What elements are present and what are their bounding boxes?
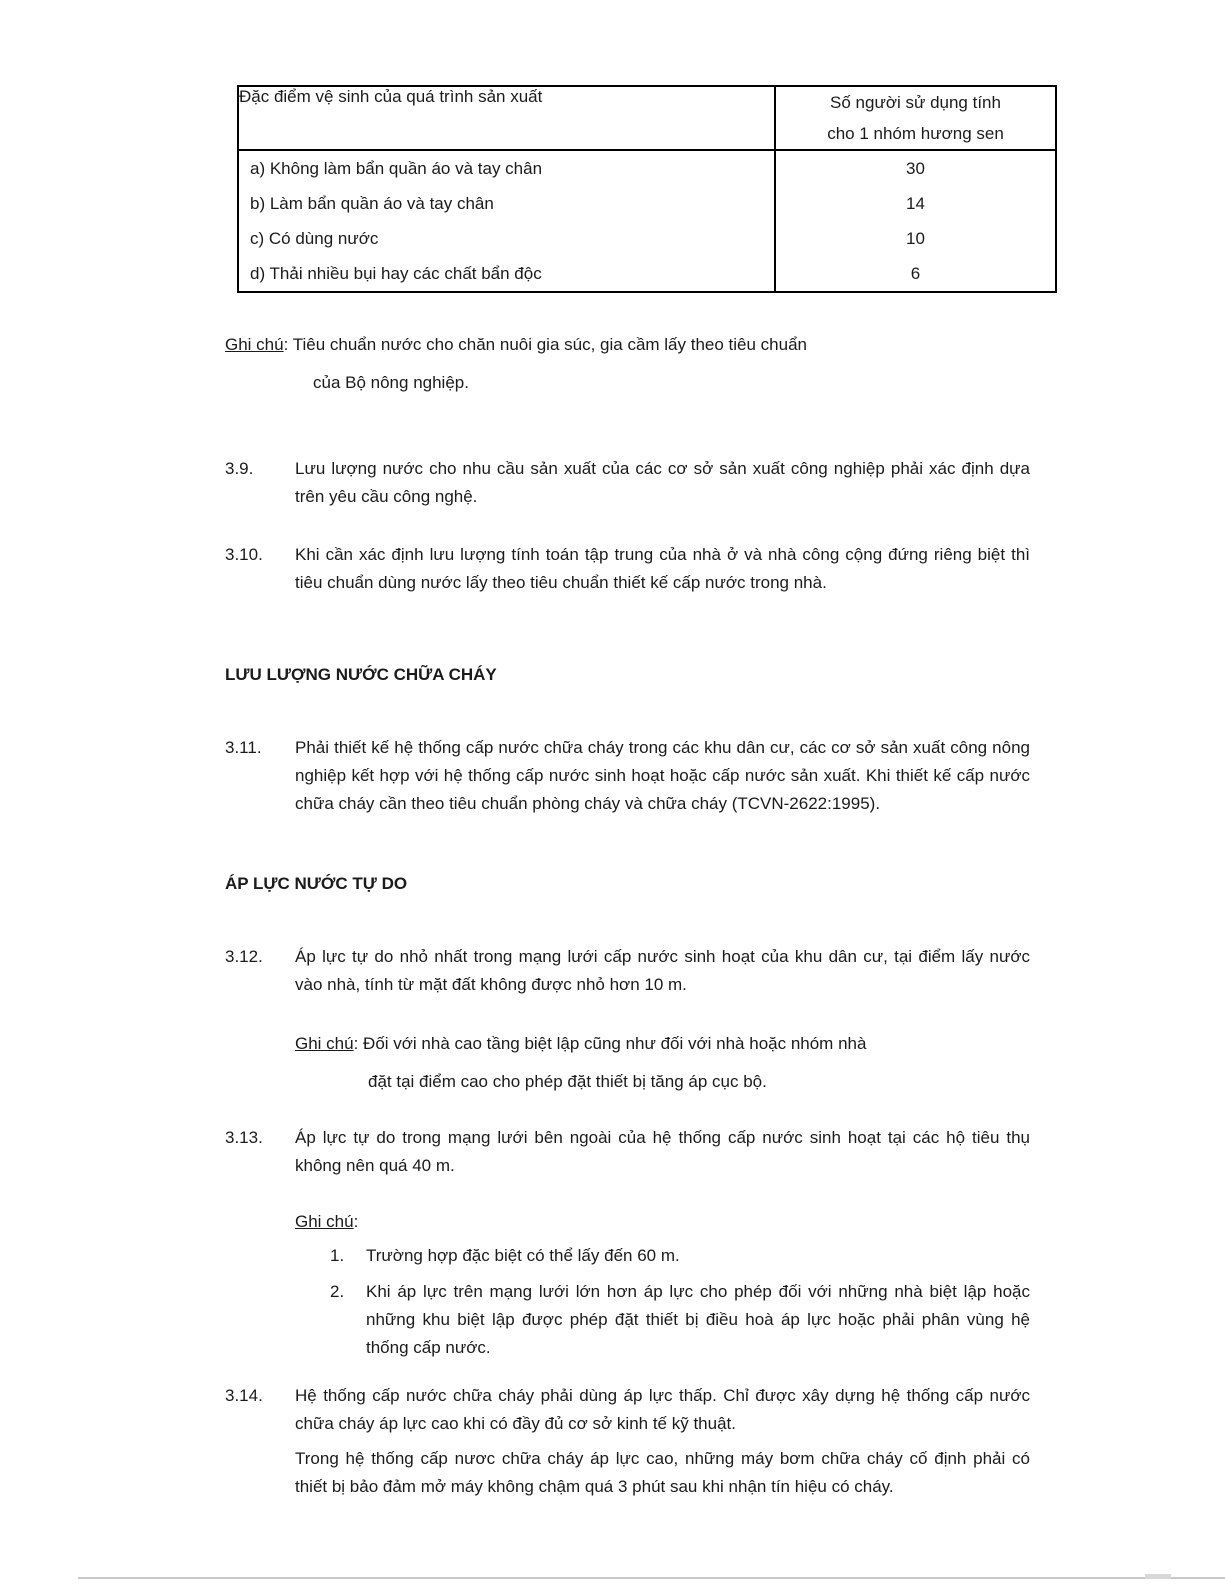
sanitary-characteristics-table [237, 85, 1057, 293]
clause-3-14-paragraph1: Hệ thống cấp nước chữa cháy phải dùng áp lực thấp. Chỉ được xây dựng hệ thống cấp nước chữa cháy áp lực cao khi có đầy đủ cơ sở kinh tế kỹ thuật. [295, 1386, 1030, 1433]
note-label: Ghi chú [295, 1212, 354, 1231]
clause-number: 3.11. [225, 738, 262, 757]
table-header-row [238, 86, 1056, 150]
clause-text [295, 1382, 1030, 1501]
clause-number: 3.14. [225, 1386, 263, 1405]
page-bottom-rule [78, 1577, 1225, 1579]
column-header-characteristic [238, 86, 775, 150]
clause-number: 3.9. [225, 459, 254, 478]
list-item-number: 1. [330, 1246, 345, 1265]
table-row: c) Có dùng nước [250, 229, 379, 248]
list-item [330, 1242, 1030, 1270]
clause-text: Khi cần xác định lưu lượng tính toán tập trung của nhà ở và nhà công cộng đứng riêng biệt thì tiêu chuẩn dùng nước lấy theo tiêu chuẩn thiết kế cấp nước trong nhà. [295, 545, 1030, 592]
table-row: d) Thải nhiều bụi hay các chất bẩn độc [250, 264, 542, 283]
column-header-users-per-shower [775, 86, 1056, 150]
clause-3-14-paragraph2: Trong hệ thống cấp nươc chữa cháy áp lực cao, những máy bơm chữa cháy cố định phải có thiết bị bảo đảm mở máy không chậm quá 3 phút sau khi nhận tín hiệu có cháy. [295, 1449, 1030, 1496]
table-value: 10 [906, 229, 925, 248]
clause-number: 3.10. [225, 545, 263, 564]
clause-3-14 [225, 1382, 1030, 1501]
table-labels-cell [238, 150, 775, 292]
section-heading-free-pressure: ÁP LỰC NƯỚC TỰ DO [225, 874, 408, 893]
list-item-text: Khi áp lực trên mạng lưới lớn hơn áp lực cho phép đối với những nhà biệt lập hoặc những khu biệt lập được phép đặt thiết bị điều hoà áp lực hoặc phải phân vùng hệ thống cấp nước. [366, 1282, 1030, 1357]
section-heading-fire-flow: LƯU LƯỢNG NƯỚC CHỮA CHÁY [225, 665, 497, 684]
table-note-line1 [225, 331, 1030, 359]
clause-3-13-note-list [0, 1242, 1225, 1362]
clause-3-12-note-line1 [295, 1030, 1030, 1058]
table-note-line2: của Bộ nông nghiệp. [313, 373, 469, 392]
clause-3-11 [225, 734, 1030, 818]
list-item-number: 2. [330, 1282, 345, 1301]
table-value: 6 [910, 264, 921, 283]
note-text: : Đối với nhà cao tầng biệt lập cũng như đối với nhà hoặc nhóm nhà [353, 1034, 867, 1053]
clause-3-9 [225, 455, 1030, 511]
clause-text: Lưu lượng nước cho nhu cầu sản xuất của các cơ sở sản xuất công nghiệp phải xác định dựa trên yêu cầu công nghệ. [295, 459, 1030, 506]
column-header-users-line1: Số người sử dụng tính [830, 93, 1001, 112]
clause-3-12-note [295, 1030, 1030, 1096]
clause-3-12-note-line2: đặt tại điểm cao cho phép đặt thiết bị tăng áp cục bộ. [368, 1072, 767, 1091]
list-item [330, 1278, 1030, 1362]
table-note [225, 331, 1030, 397]
clause-3-13 [225, 1124, 1030, 1180]
clause-3-12 [225, 943, 1030, 999]
list-item-text: Trường hợp đặc biệt có thể lấy đến 60 m. [366, 1246, 680, 1265]
clause-3-10 [225, 541, 1030, 597]
column-header-characteristic-label: Đặc điểm vệ sinh của quá trình sản xuất [239, 87, 543, 106]
table-value: 14 [906, 194, 925, 213]
table-body-row [238, 150, 1056, 292]
clause-3-13-note-label [295, 1208, 1225, 1236]
clause-number: 3.12. [225, 947, 263, 966]
clause-text: Phải thiết kế hệ thống cấp nước chữa cháy trong các khu dân cư, các cơ sở sản xuất công nông nghiệp kết hợp với hệ thống cấp nước sinh hoạt hoặc cấp nước sản xuất. Khi thiết kế cấp nước chữa cháy cần theo tiêu chuẩn phòng cháy và chữa cháy (TCVN-2622:1995). [295, 738, 1030, 813]
table-row: b) Làm bẩn quần áo và tay chân [250, 194, 494, 213]
table-row: a) Không làm bẩn quần áo và tay chân [250, 159, 543, 178]
page-bottom-mark [1145, 1574, 1171, 1579]
note-label: Ghi chú [225, 335, 284, 354]
note-label: Ghi chú [295, 1034, 354, 1053]
clause-text: Áp lực tự do nhỏ nhất trong mạng lưới cấp nước sinh hoạt của khu dân cư, tại điểm lấy nước vào nhà, tính từ mặt đất không được nhỏ hơn 10 m. [295, 947, 1030, 994]
column-header-users-line2: cho 1 nhóm hương sen [827, 124, 1004, 143]
note-text: : Tiêu chuẩn nước cho chăn nuôi gia súc, gia cầm lấy theo tiêu chuẩn [283, 335, 807, 354]
table-value: 30 [906, 159, 925, 178]
clause-text: Áp lực tự do trong mạng lưới bên ngoài của hệ thống cấp nước sinh hoạt tại các hộ tiêu thụ không nên quá 40 m. [295, 1128, 1030, 1175]
table-values-cell [775, 150, 1056, 292]
note-colon: : [353, 1212, 359, 1231]
clause-number: 3.13. [225, 1128, 263, 1147]
